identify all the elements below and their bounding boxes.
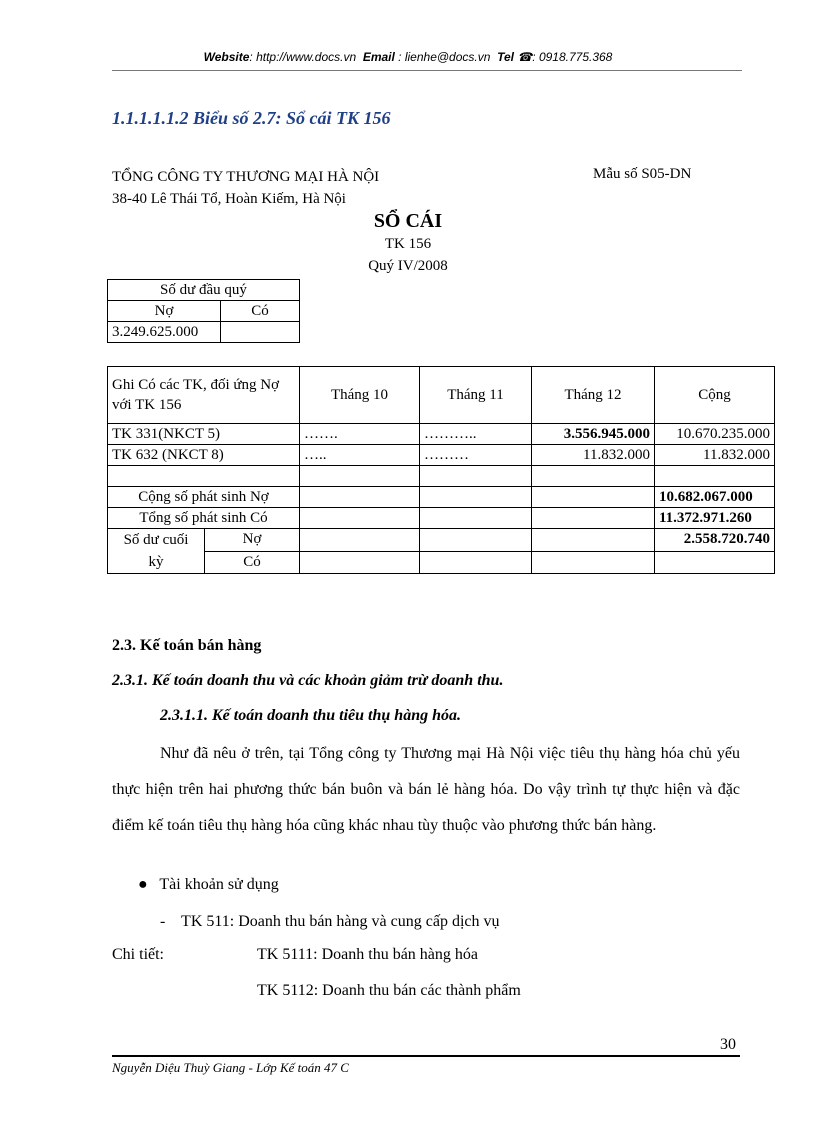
detail-label: Chi tiết: <box>112 946 164 963</box>
row1-month12: 3.556.945.000 <box>532 424 655 445</box>
table-row <box>108 529 775 552</box>
col-header-month10: Tháng 10 <box>300 367 420 424</box>
tel-value: : 0918.775.368 <box>532 50 613 64</box>
opening-balance-header: Số dư đầu quý <box>108 280 300 301</box>
ledger-account: TK 156 <box>384 236 432 252</box>
closing-balance-label <box>108 529 205 574</box>
email-label: Email <box>362 50 395 64</box>
table-row <box>108 508 775 529</box>
header-divider <box>112 70 742 71</box>
closing-debit-label: Nợ <box>205 529 300 552</box>
row2-month10: ….. <box>300 445 420 466</box>
body-paragraph <box>112 736 740 844</box>
table-row-empty <box>108 466 775 487</box>
row2-account: TK 632 (NKCT 8) <box>108 445 300 466</box>
credit-total-value: 11.372.971.260 <box>655 508 775 529</box>
bullet-text: Tài khoản sử dụng <box>159 876 279 893</box>
col-header-month12: Tháng 12 <box>532 367 655 424</box>
debit-total-label: Cộng số phát sinh Nợ <box>108 487 300 508</box>
table-row <box>108 424 775 445</box>
detail-line2: TK 5112: Doanh thu bán các thành phẩm <box>257 982 521 999</box>
section-2-3-1-1: 2.3.1.1. Kế toán doanh thu tiêu thụ hàng hóa. <box>160 707 461 724</box>
company-name: TỔNG CÔNG TY THƯƠNG MẠI HÀ NỘI <box>112 169 380 185</box>
tel-label: Tel <box>497 50 514 64</box>
col-header-total: Cộng <box>655 367 775 424</box>
page-header <box>0 50 816 64</box>
row1-total: 10.670.235.000 <box>655 424 775 445</box>
section-2-3-1: 2.3.1. Kế toán doanh thu và các khoản giảm trừ doanh thu. <box>112 672 504 689</box>
table-row <box>108 445 775 466</box>
row2-month11: ……… <box>420 445 532 466</box>
opening-credit-label: Có <box>221 301 300 322</box>
opening-credit-value <box>221 322 300 343</box>
company-address: 38-40 Lê Thái Tổ, Hoàn Kiếm, Hà Nội <box>112 191 346 207</box>
opening-debit-label: Nợ <box>108 301 221 322</box>
dash-icon: - <box>160 913 166 930</box>
website-value[interactable]: : http://www.docs.vn <box>249 50 357 64</box>
closing-credit-label: Có <box>205 551 300 574</box>
footer-divider <box>112 1055 740 1057</box>
website-label: Website <box>203 50 250 64</box>
ledger-title: SỔ CÁI <box>373 210 443 232</box>
form-number: Mẫu số S05-DN <box>593 166 692 182</box>
ledger-period: Quý IV/2008 <box>368 258 448 274</box>
dash-text: TK 511: Doanh thu bán hàng và cung cấp dịch vụ <box>181 913 500 930</box>
dash-item <box>160 913 499 931</box>
bullet-item <box>138 876 279 894</box>
detail-line1: TK 5111: Doanh thu bán hàng hóa <box>257 946 478 963</box>
opening-debit-value: 3.249.625.000 <box>108 322 221 343</box>
row2-total: 11.832.000 <box>655 445 775 466</box>
table-row <box>108 487 775 508</box>
section-heading: 1.1.1.1.1.2 Biểu số 2.7: Sổ cái TK 156 <box>112 108 391 128</box>
row1-month11: ……….. <box>420 424 532 445</box>
paragraph-text: Như đã nêu ở trên, tại Tổng công ty Thương mại Hà Nội việc tiêu thụ hàng hóa chủ yếu thực hiện trên hai phương thức bán buôn và bán lẻ hàng hóa. Do vậy trình tự thực hiện và đặc điểm kế toán tiêu thụ hàng hóa cũng khác nhau tùy thuộc vào phương thức bán hàng. <box>112 745 740 834</box>
phone-icon: ☎ <box>517 50 533 64</box>
closing-label-line2: kỳ <box>148 554 164 570</box>
email-value[interactable]: : lienhe@docs.vn <box>398 50 491 64</box>
row1-month10: ……. <box>300 424 420 445</box>
col-header-account: Ghi Có các TK, đối ứng Nợ với TK 156 <box>108 367 300 424</box>
ledger-table <box>107 366 775 574</box>
company-block <box>112 166 379 210</box>
footer-author: Nguyễn Diệu Thuỳ Giang - Lớp Kế toán 47 C <box>112 1060 349 1075</box>
table-row <box>108 551 775 574</box>
debit-total-value: 10.682.067.000 <box>655 487 775 508</box>
credit-total-label: Tổng số phát sinh Có <box>108 508 300 529</box>
closing-debit-value: 2.558.720.740 <box>655 529 775 552</box>
row1-account: TK 331(NKCT 5) <box>108 424 300 445</box>
row2-month12: 11.832.000 <box>532 445 655 466</box>
opening-balance-table <box>107 279 300 343</box>
page-number: 30 <box>720 1036 736 1053</box>
col-header-month11: Tháng 11 <box>420 367 532 424</box>
closing-label-line1: Số dư cuối <box>123 532 189 548</box>
section-2-3: 2.3. Kế toán bán hàng <box>112 637 262 654</box>
bullet-icon: ● <box>138 876 148 893</box>
